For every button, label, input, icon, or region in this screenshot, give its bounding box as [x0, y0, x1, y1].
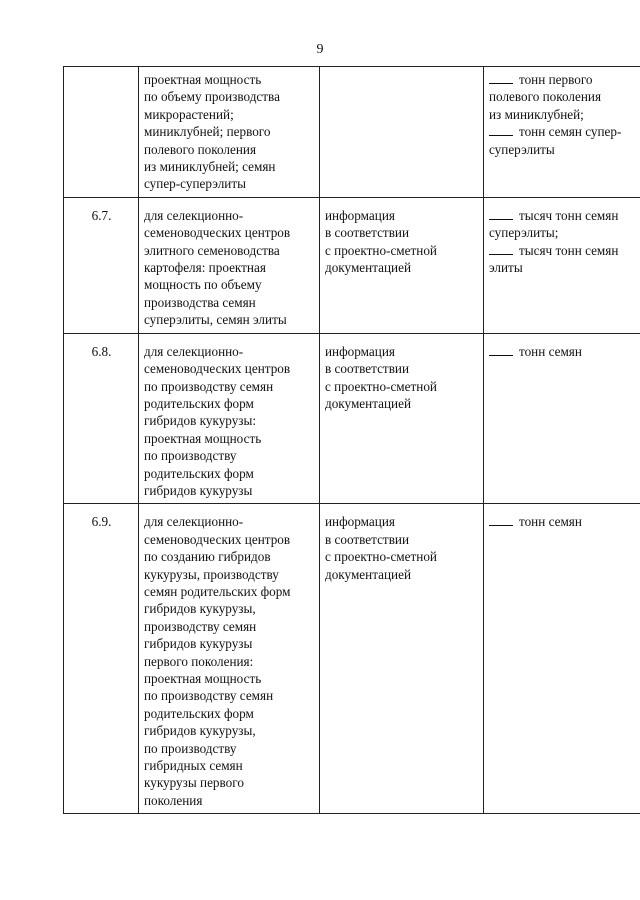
description-line: картофеля: проектная: [144, 260, 266, 276]
description-line: кукурузы, производству: [144, 566, 279, 582]
description-line: супер-суперэлиты: [144, 176, 246, 192]
info-line: с проектно-сметной: [325, 378, 437, 394]
description-line: микрорастений;: [144, 106, 234, 122]
blank-field: [489, 343, 513, 356]
row-value: [484, 67, 640, 198]
description-line: родительских форм: [144, 705, 254, 721]
info-line: документацией: [325, 395, 412, 411]
table-row: [64, 67, 640, 198]
info-line: в соответствии: [325, 225, 410, 241]
description-line: суперэлиты, семян элиты: [144, 312, 287, 328]
description-line: элитного семеноводства: [144, 242, 280, 258]
table-row: [64, 197, 640, 333]
info-line: в соответствии: [325, 531, 410, 547]
description-line: производства семян: [144, 294, 256, 310]
page-number: 9: [316, 42, 324, 57]
value-line: тонн семян: [489, 513, 636, 530]
description-line: по созданию гибридов: [144, 549, 271, 565]
description-line: гибридов кукурузы: [144, 482, 253, 498]
description-line: родительских форм: [144, 395, 254, 411]
description-line: из миниклубней; семян: [144, 159, 276, 175]
description-line: гибридов кукурузы,: [144, 723, 256, 739]
description-line: производству семян: [144, 618, 257, 634]
description-line: гибридов кукурузы,: [144, 601, 256, 617]
description-line: семеноводческих центров: [144, 531, 291, 547]
description-line: для селекционно-: [144, 207, 244, 223]
description-line: полевого поколения: [144, 141, 257, 157]
value-line: элиты: [489, 260, 523, 276]
description-line: для селекционно-: [144, 343, 244, 359]
info-line: информация: [325, 207, 395, 223]
blank-field: [489, 207, 513, 220]
row-number: 6.9.: [64, 504, 139, 814]
description-line: по производству семян: [144, 688, 274, 704]
info-line: документацией: [325, 260, 412, 276]
value-line: тысяч тонн семян: [489, 242, 636, 259]
description-line: по объему производства: [144, 89, 280, 105]
blank-field: [489, 123, 513, 136]
row-number: 6.8.: [64, 333, 139, 504]
description-line: проектная мощность: [144, 671, 262, 686]
value-line: из миниклубней;: [489, 106, 584, 122]
info-line: документацией: [325, 566, 412, 582]
description-line: по производству семян: [144, 378, 274, 394]
description-line: кукурузы первого: [144, 775, 244, 791]
value-line: тонн семян: [489, 343, 636, 360]
row-info: [320, 333, 484, 504]
blank-field: [489, 242, 513, 255]
table-row: [64, 333, 640, 504]
description-line: гибридов кукурузы: [144, 636, 253, 652]
description-line: семеноводческих центров: [144, 361, 291, 377]
description-line: семеноводческих центров: [144, 225, 291, 241]
info-line: с проектно-сметной: [325, 549, 437, 565]
value-line: суперэлиты;: [489, 225, 559, 241]
description-line: гибридных семян: [144, 758, 243, 774]
row-value: [484, 504, 640, 814]
row-info: [320, 67, 484, 198]
description-line: миниклубней; первого: [144, 124, 271, 140]
blank-field: [489, 513, 513, 526]
row-description: [139, 333, 320, 504]
row-number: 6.7.: [64, 197, 139, 333]
description-line: родительских форм: [144, 465, 254, 481]
info-line: с проектно-сметной: [325, 242, 437, 258]
description-line: мощность по объему: [144, 277, 262, 293]
value-line: тонн семян супер-: [489, 123, 636, 140]
description-line: проектная мощность: [144, 430, 262, 446]
row-info: [320, 504, 484, 814]
indicators-table: [63, 66, 640, 814]
row-value: [484, 333, 640, 504]
value-line: полевого поколения: [489, 89, 602, 105]
row-description: [139, 504, 320, 814]
blank-field: [489, 71, 513, 84]
description-line: поколения: [144, 792, 203, 808]
value-line: тысяч тонн семян: [489, 207, 636, 224]
info-line: информация: [325, 514, 395, 530]
info-line: в соответствии: [325, 361, 410, 377]
description-line: для селекционно-: [144, 514, 244, 530]
description-line: первого поколения:: [144, 653, 254, 669]
description-line: проектная мощность: [144, 72, 262, 87]
table-row: [64, 504, 640, 814]
value-line: тонн первого: [489, 71, 636, 88]
row-description: [139, 197, 320, 333]
row-info: [320, 197, 484, 333]
info-line: информация: [325, 343, 395, 359]
row-value: [484, 197, 640, 333]
description-line: по производству: [144, 740, 237, 756]
row-description: [139, 67, 320, 198]
description-line: семян родительских форм: [144, 583, 291, 599]
description-line: гибридов кукурузы:: [144, 413, 257, 429]
description-line: по производству: [144, 448, 237, 464]
row-number: [64, 67, 139, 198]
value-line: суперэлиты: [489, 141, 555, 157]
